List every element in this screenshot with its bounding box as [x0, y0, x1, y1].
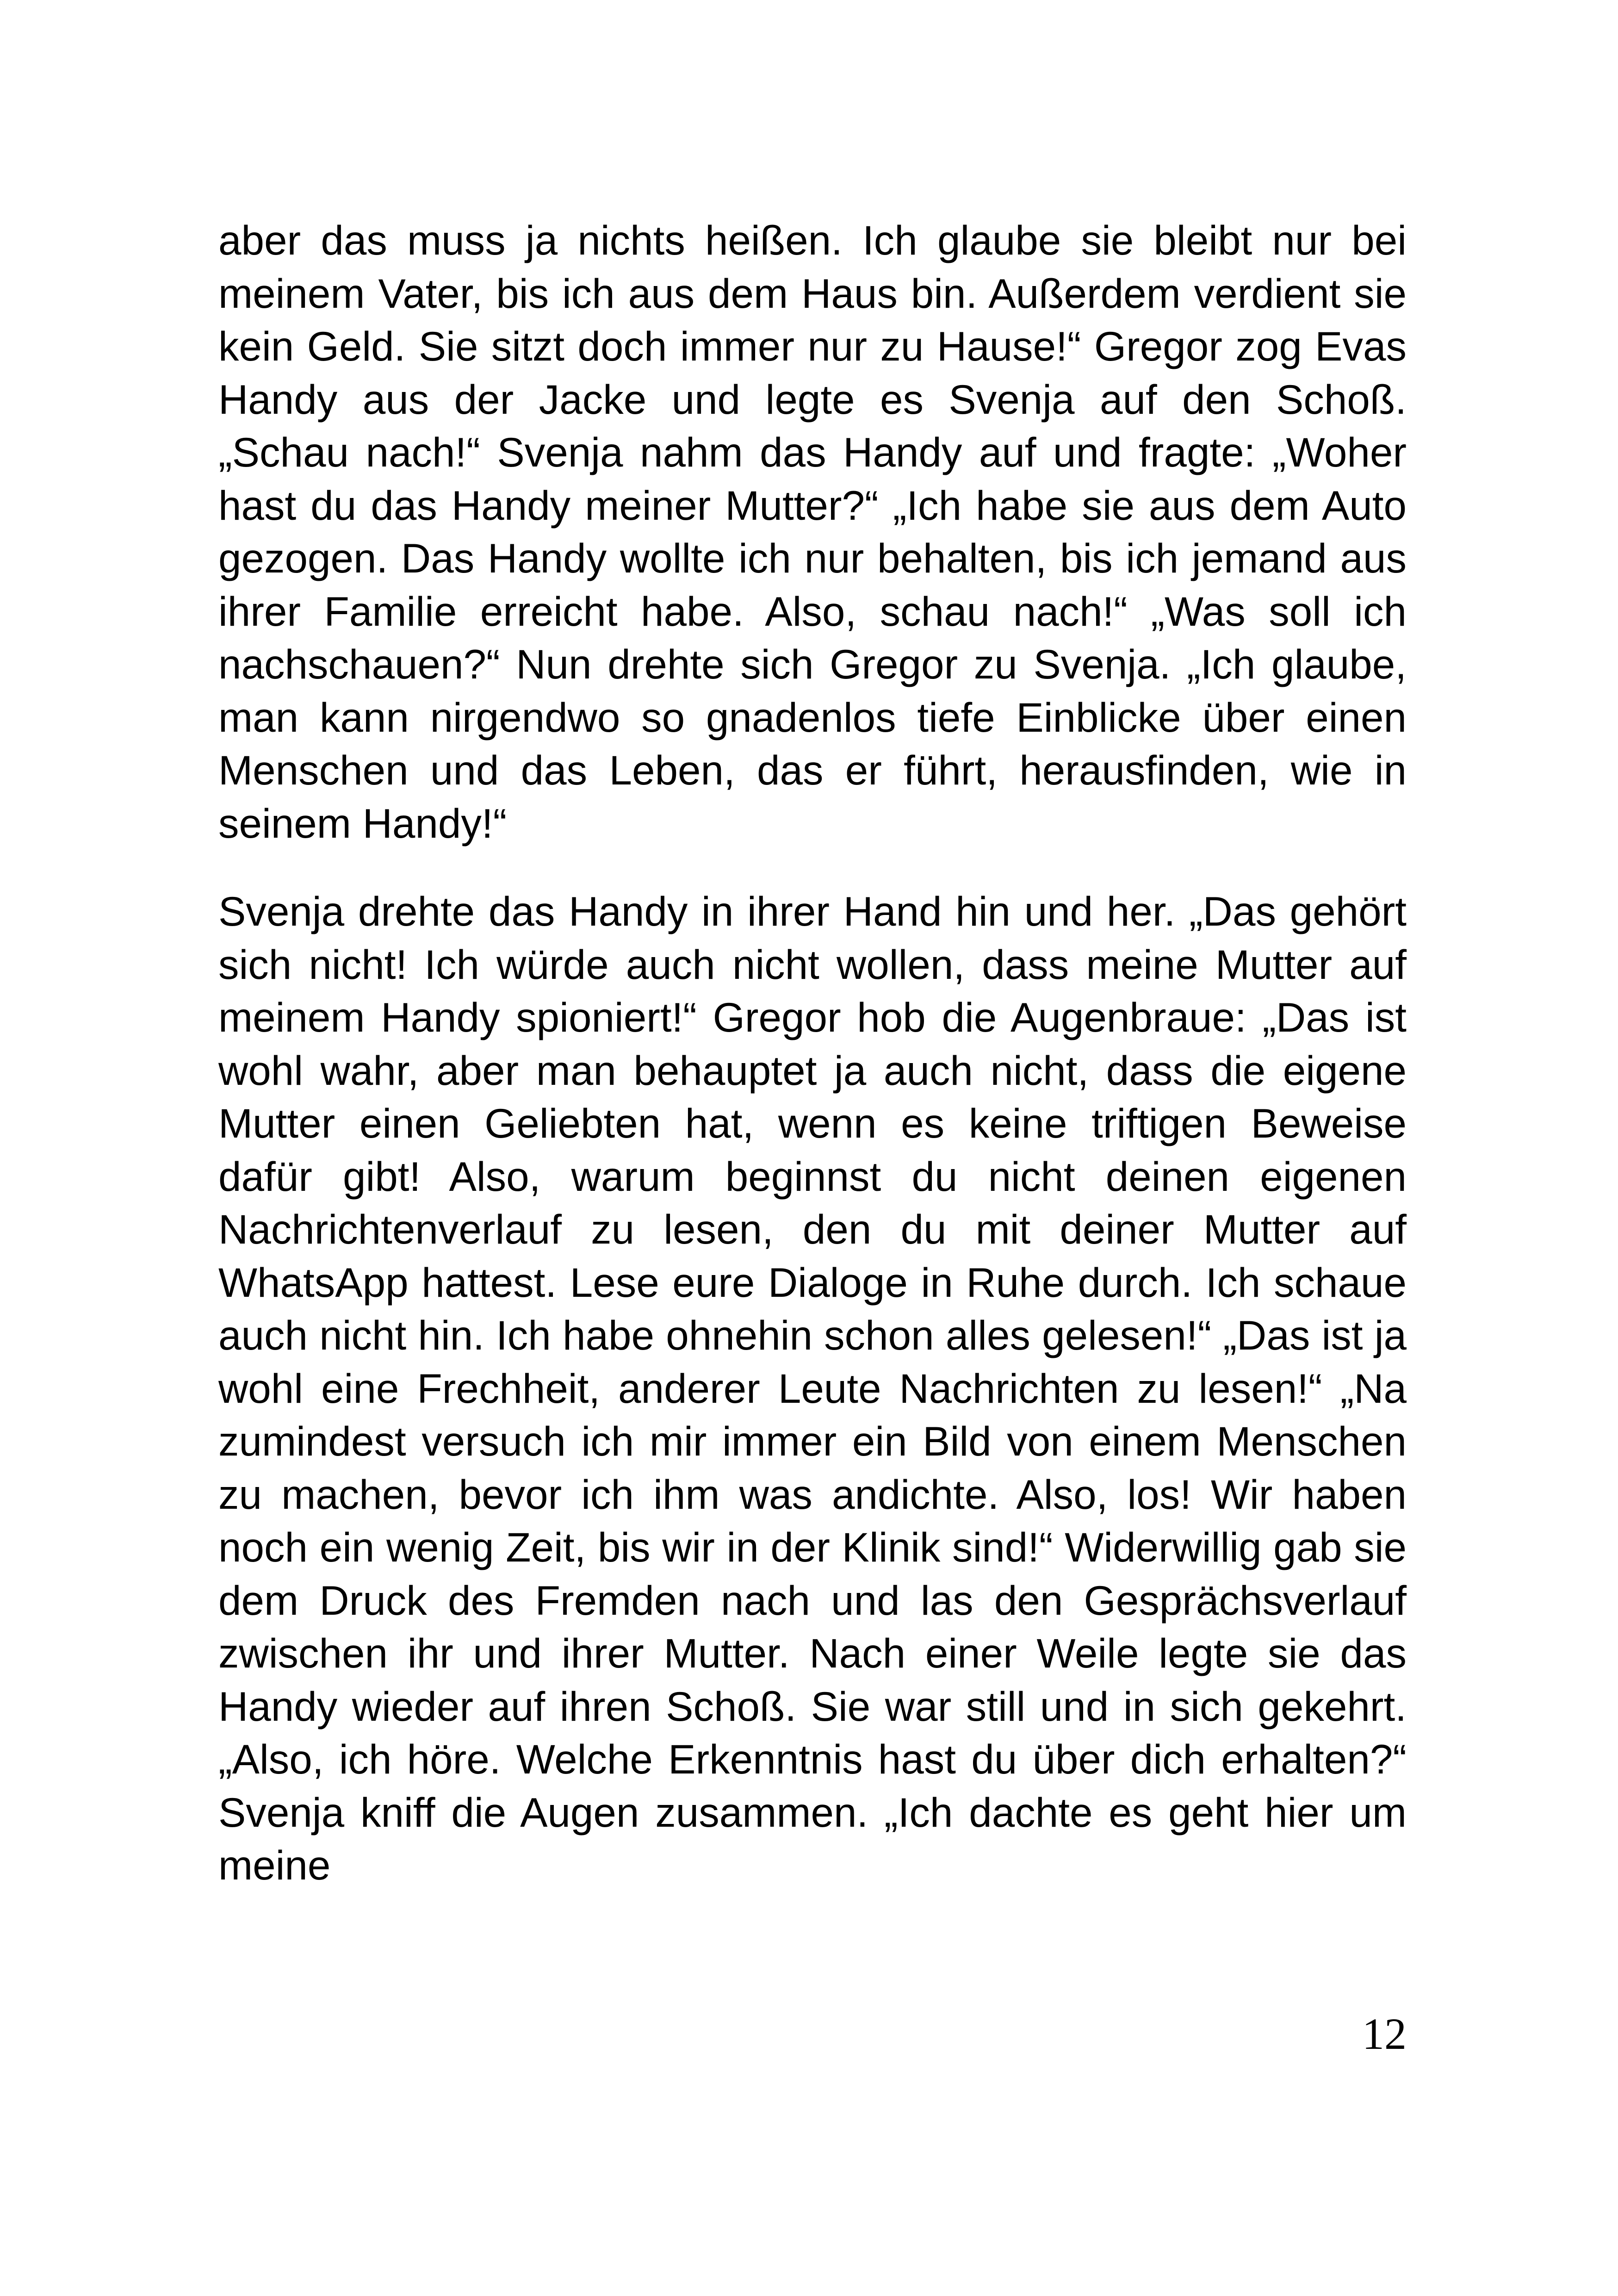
body-text	[218, 214, 1407, 1892]
page-number: 12	[1362, 2009, 1407, 2059]
paragraph-2: Svenja drehte das Handy in ihrer Hand hin und her. „Das gehört sich nicht! Ich würde auch nicht wollen, dass meine Mutter auf meinem Handy spioniert!“ Gregor hob die Augenbraue: „Das ist wohl wahr, aber man behauptet ja auch nicht, dass die eigene Mutter einen Geliebten hat, wenn es keine triftigen Beweise dafür gibt! Also, warum beginnst du nicht deinen eigenen Nachrichtenverlauf zu lesen, den du mit deiner Mutter auf WhatsApp hattest. Lese eure Dialoge in Ruhe durch. Ich schaue auch nicht hin. Ich habe ohnehin schon alles gelesen!“ „Das ist ja wohl eine Frechheit, anderer Leute Nachrichten zu lesen!“ „Na zumindest versuch ich mir immer ein Bild von einem Menschen zu machen, bevor ich ihm was andichte. Also, los! Wir haben noch ein wenig Zeit, bis wir in der Klinik sind!“ Widerwillig gab sie dem Druck des Fremden nach und las den Gesprächsverlauf zwischen ihr und ihrer Mutter. Nach einer Weile legte sie das Handy wieder auf ihren Schoß. Sie war still und in sich gekehrt. „Also, ich höre. Welche Erkenntnis hast du über dich erhalten?“ Svenja kniff die Augen zusammen. „Ich dachte es geht hier um meine	[218, 888, 1407, 1888]
paragraph-1: aber das muss ja nichts heißen. Ich glaube sie bleibt nur bei meinem Vater, bis ich aus dem Haus bin. Außerdem verdient sie kein Geld. Sie sitzt doch immer nur zu Hause!“ Gregor zog Evas Handy aus der Jacke und legte es Svenja auf den Schoß. „Schau nach!“ Svenja nahm das Handy auf und fragte: „Woher hast du das Handy meiner Mutter?“ „Ich habe sie aus dem Auto gezogen. Das Handy wollte ich nur behalten, bis ich jemand aus ihrer Familie erreicht habe. Also, schau nach!“ „Was soll ich nachschauen?“ Nun drehte sich Gregor zu Svenja. „Ich glaube, man kann nirgendwo so gnadenlos tiefe Einblicke über einen Menschen und das Leben, das er führt, herausfinden, wie in seinem Handy!“	[218, 217, 1407, 846]
